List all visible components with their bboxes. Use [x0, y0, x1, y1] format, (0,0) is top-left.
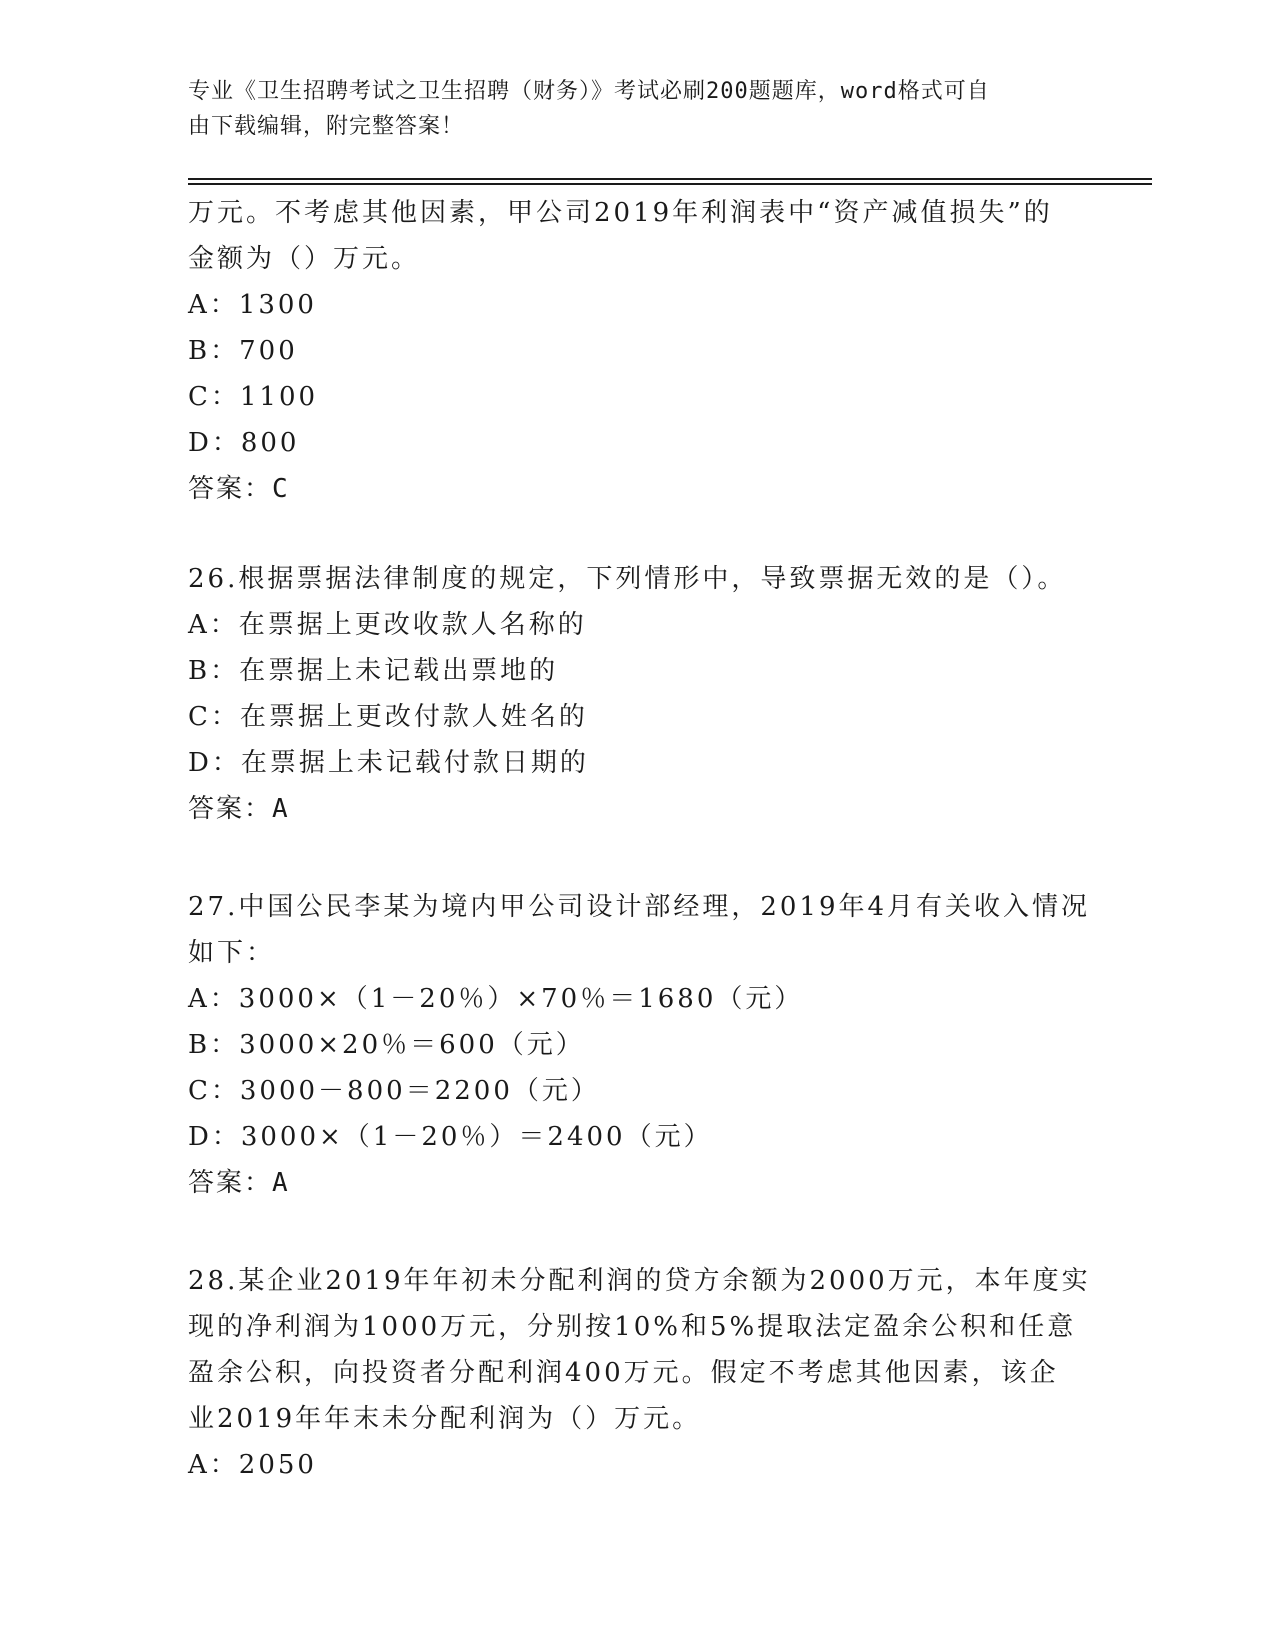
question-text: 万元。不考虑其他因素，甲公司2019年利润表中“资产减值损失”的: [188, 198, 1053, 228]
option-b: B：3000×20％＝600（元）: [188, 1030, 585, 1060]
option-c: C：1100: [188, 382, 319, 412]
header-line-2: 由下载编辑，附完整答案！: [188, 114, 465, 139]
answer: 答案：A: [188, 1168, 290, 1198]
question-text: 业2019年年末未分配利润为（）万元。: [188, 1404, 702, 1434]
question-27: [188, 884, 1091, 1206]
header-line-1: 专业《卫生招聘考试之卫生招聘（财务）》考试必刷200题题库，word格式可自: [188, 79, 990, 104]
question-text: 金额为（）万元。: [188, 244, 421, 274]
option-b: B：700: [188, 336, 298, 366]
question-text: 盈余公积，向投资者分配利润400万元。假定不考虑其他因素，该企: [188, 1358, 1059, 1388]
option-a: A：3000×（1－20％）×70％＝1680（元）: [188, 984, 804, 1014]
header-divider-top: [188, 178, 1152, 180]
question-text: 28.某企业2019年年初未分配利润的贷方余额为2000万元，本年度实: [188, 1266, 1091, 1296]
option-b: B：在票据上未记载出票地的: [188, 656, 559, 686]
option-d: D：3000×（1－20％）＝2400（元）: [188, 1122, 713, 1152]
question-28: [188, 1258, 1091, 1488]
spacer: [188, 512, 1088, 556]
option-d: D：800: [188, 428, 300, 458]
option-a: A：在票据上更改收款人名称的: [188, 610, 587, 640]
option-a: A：2050: [188, 1450, 317, 1480]
option-c: C：在票据上更改付款人姓名的: [188, 702, 588, 732]
question-text: 27.中国公民李某为境内甲公司设计部经理，2019年4月有关收入情况: [188, 892, 1091, 922]
question-text: 26.根据票据法律制度的规定，下列情形中，导致票据无效的是（）。: [188, 564, 1067, 594]
question-25: [188, 190, 1088, 512]
document-header: [188, 74, 1088, 144]
question-26: [188, 556, 1088, 832]
question-list: [188, 190, 1091, 1488]
option-a: A：1300: [188, 290, 317, 320]
header-divider-bottom: [188, 183, 1152, 185]
option-c: C：3000－800＝2200（元）: [188, 1076, 600, 1106]
question-text: 现的净利润为1000万元，分别按10%和5%提取法定盈余公积和任意: [188, 1312, 1077, 1342]
answer: 答案：C: [188, 474, 290, 504]
answer: 答案：A: [188, 794, 290, 824]
option-d: D：在票据上未记载付款日期的: [188, 748, 589, 778]
spacer: [188, 1206, 1088, 1258]
question-text: 如下：: [188, 938, 276, 968]
spacer: [188, 832, 1088, 884]
